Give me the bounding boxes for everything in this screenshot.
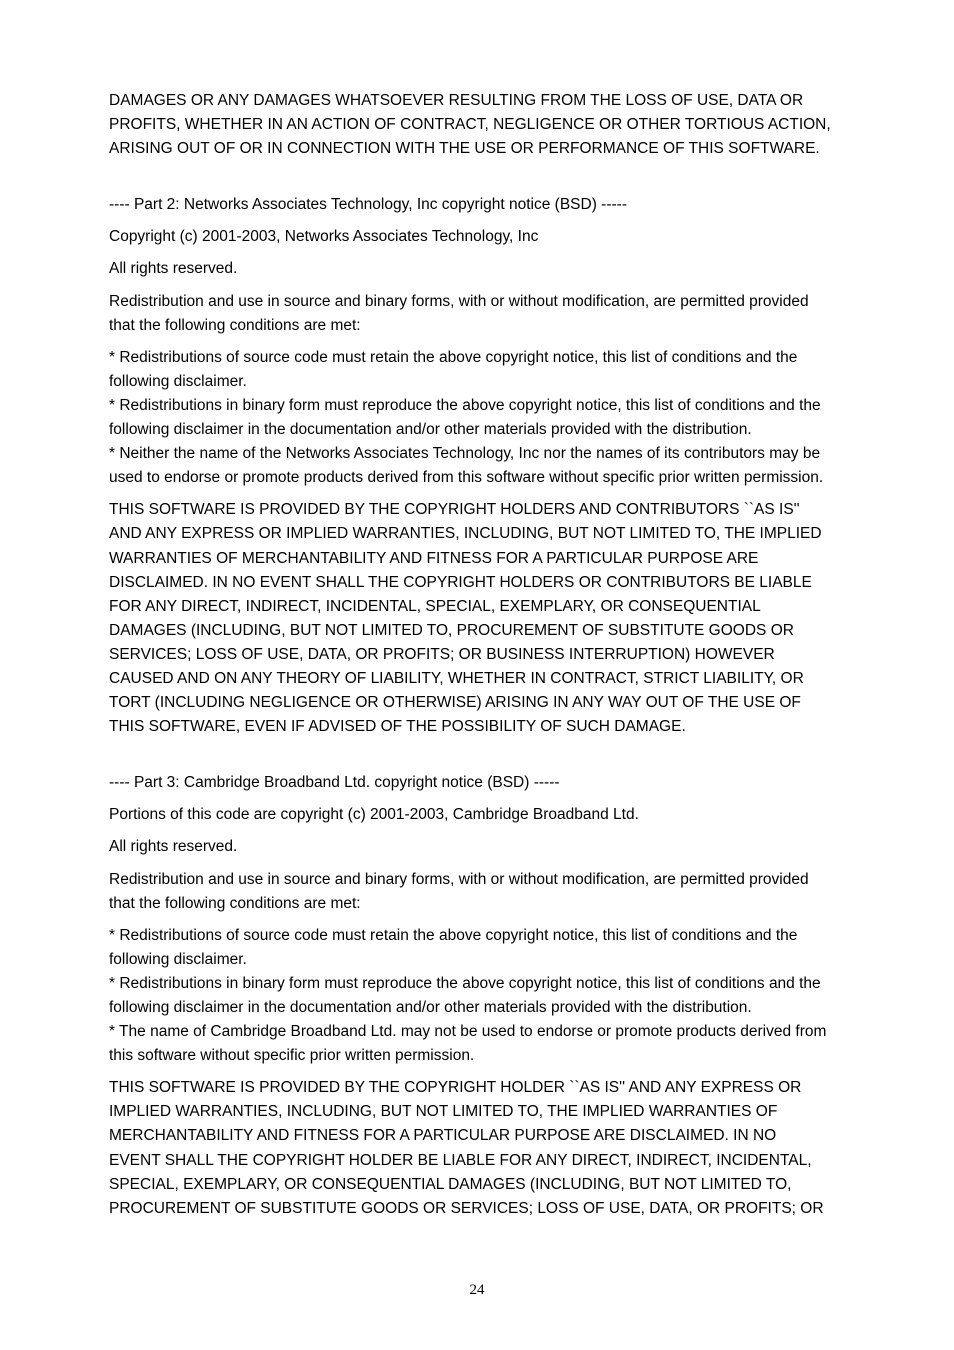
page-number: 24 [469, 1282, 485, 1298]
document-page [109, 89, 869, 1221]
part2-heading: ---- Part 2: Networks Associates Technology, Inc copyright notice (BSD) ----- [109, 196, 627, 214]
part3-rights: All rights reserved. [109, 838, 238, 856]
part3-section [109, 771, 869, 1221]
part3-conditions: * Redistributions of source code must retain the above copyright notice, this list of conditions and the following disclaimer. * Redistributions in binary form must reproduce the above copyright notice, this list of conditions and the following disclaimer in the documentation and/or other materials provided with the distribution. * The name of Cambridge Broadband Ltd. may not be used to endorse or promote products derived from this software without specific prior written permission. [109, 926, 827, 1065]
part2-copyright: Copyright (c) 2001-2003, Networks Associates Technology, Inc [109, 228, 539, 246]
part2-disclaimer: THIS SOFTWARE IS PROVIDED BY THE COPYRIGHT HOLDERS AND CONTRIBUTORS ``AS IS'' AND ANY EXPRESS OR IMPLIED WARRANTIES, INCLUDING, BUT NOT LIMITED TO, THE IMPLIED WARRANTIES OF MERCHANTABILITY AND FITNESS FOR A PARTICULAR PURPOSE ARE DISCLAIMED. IN NO EVENT SHALL THE COPYRIGHT HOLDERS OR CONTRIBUTORS BE LIABLE FOR ANY DIRECT, INDIRECT, INCIDENTAL, SPECIAL, EXEMPLARY, OR CONSEQUENTIAL DAMAGES (INCLUDING, BUT NOT LIMITED TO, PROCUREMENT OF SUBSTITUTE GOODS OR SERVICES; LOSS OF USE, DATA, OR PROFITS; OR BUSINESS INTERRUPTION) HOWEVER CAUSED AND ON ANY THEORY OF LIABILITY, WHETHER IN CONTRACT, STRICT LIABILITY, OR TORT (INCLUDING NEGLIGENCE OR OTHERWISE) ARISING IN ANY WAY OUT OF THE USE OF THIS SOFTWARE, EVEN IF ADVISED OF THE POSSIBILITY OF SUCH DAMAGE. [109, 501, 822, 736]
part3-copyright: Portions of this code are copyright (c) 2001-2003, Cambridge Broadband Ltd. [109, 806, 639, 824]
part2-rights: All rights reserved. [109, 260, 238, 278]
part2-section [109, 193, 869, 739]
part2-redistribution: Redistribution and use in source and binary forms, with or without modification, are permitted provided that the following conditions are met: [109, 292, 809, 334]
part3-disclaimer: THIS SOFTWARE IS PROVIDED BY THE COPYRIGHT HOLDER ``AS IS'' AND ANY EXPRESS OR IMPLIED WARRANTIES, INCLUDING, BUT NOT LIMITED TO, THE IMPLIED WARRANTIES OF MERCHANTABILITY AND FITNESS FOR A PARTICULAR PURPOSE ARE DISCLAIMED. IN NO EVENT SHALL THE COPYRIGHT HOLDER BE LIABLE FOR ANY DIRECT, INDIRECT, INCIDENTAL, SPECIAL, EXEMPLARY, OR CONSEQUENTIAL DAMAGES (INCLUDING, BUT NOT LIMITED TO, PROCUREMENT OF SUBSTITUTE GOODS OR SERVICES; LOSS OF USE, DATA, OR PROFITS; OR [109, 1079, 824, 1217]
part2-conditions: * Redistributions of source code must retain the above copyright notice, this list of conditions and the following disclaimer. * Redistributions in binary form must reproduce the above copyright notice, this list of conditions and the following disclaimer in the documentation and/or other materials provided with the distribution. * Neither the name of the Networks Associates Technology, Inc nor the names of its contributors may be used to endorse or promote products derived from this software without specific prior written permission. [109, 348, 824, 487]
part3-redistribution: Redistribution and use in source and binary forms, with or without modification, are permitted provided that the following conditions are met: [109, 870, 809, 912]
damages-paragraph: DAMAGES OR ANY DAMAGES WHATSOEVER RESULTING FROM THE LOSS OF USE, DATA OR PROFITS, WHETHER IN AN ACTION OF CONTRACT, NEGLIGENCE OR OTHER TORTIOUS ACTION, ARISING OUT OF OR IN CONNECTION WITH THE USE OR PERFORMANCE OF THIS SOFTWARE. [109, 92, 831, 158]
part3-heading: ---- Part 3: Cambridge Broadband Ltd. copyright notice (BSD) ----- [109, 774, 560, 792]
